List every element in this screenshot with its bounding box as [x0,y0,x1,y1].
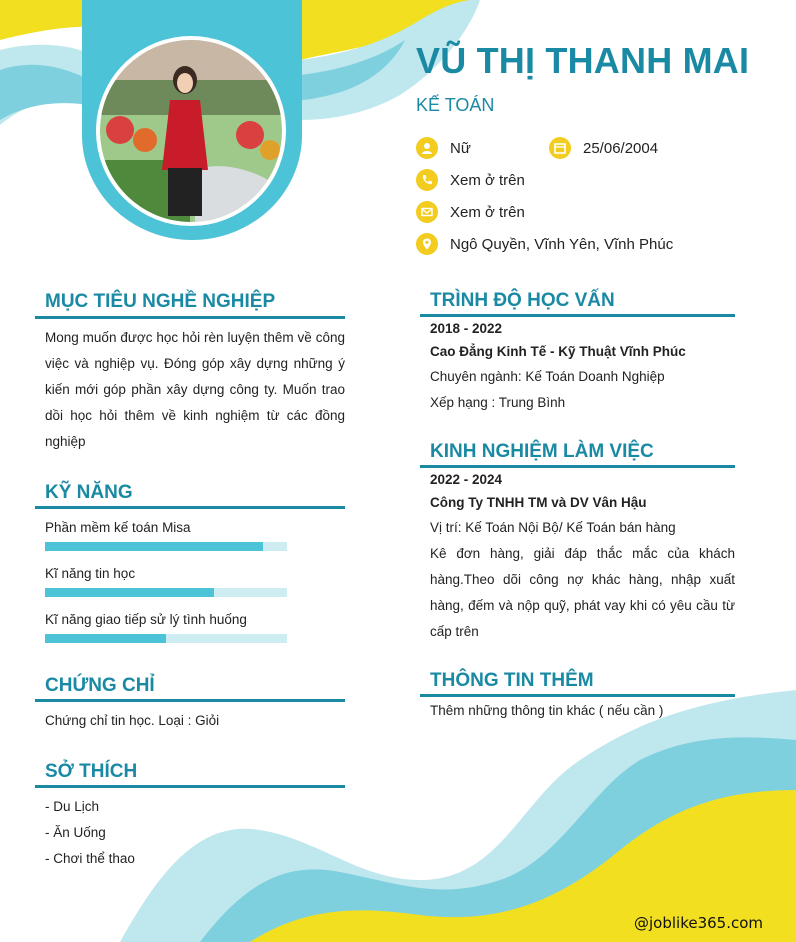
certificates-title: CHỨNG CHỈ [45,675,155,696]
extra-info-title: THÔNG TIN THÊM [430,670,594,691]
calendar-icon [549,137,571,159]
certificates-divider [35,699,345,702]
skill-label: Kĩ năng tin học [45,566,136,581]
hobby-item: - Du Lịch [45,799,100,814]
education-school: Cao Đẳng Kinh Tế - Kỹ Thuật Vĩnh Phúc [430,344,686,359]
hobbies-divider [35,785,345,788]
gender-row [416,137,471,159]
education-divider [420,314,735,317]
objective-title: MỤC TIÊU NGHỀ NGHIỆP [45,291,276,312]
certificate-item: Chứng chỉ tin học. Loại : Giỏi [45,713,220,728]
address-row [416,233,673,255]
skill-bar-fill [45,634,166,643]
experience-period: 2022 - 2024 [430,472,503,487]
extra-info-divider [420,694,735,697]
skill-bar-fill [45,542,263,551]
objective-divider [35,316,345,319]
experience-description: Kê đơn hàng, giải đáp thắc mắc của khách hàng.Theo dõi công nợ khác hàng, nhập xuất hàng, đếm và nộp quỹ, phát vay khi có yêu cầu từ cấp trên [430,546,735,639]
candidate-role: KẾ TOÁN [416,95,495,115]
education-rank: Xếp hạng : Trung Bình [430,395,566,410]
experience-position: Vị trí: Kế Toán Nội Bộ/ Kế Toán bán hàng [430,520,676,535]
email-row [416,201,525,223]
skill-bar [45,588,287,597]
objective-text: Mong muốn được học hỏi rèn luyện thêm về công việc và nghiệp vụ. Đóng góp xây dựng những ý kiến mới góp phần xây dựng công ty. Muốn trao dồi học hỏi thêm về kinh nghiệm từ các đồng nghiệp [45,330,345,449]
birthdate-value: 25/06/2004 [583,139,659,157]
skills-title: KỸ NĂNG [45,482,133,503]
address-value: Ngô Quyền, Vĩnh Yên, Vĩnh Phúc [450,235,674,253]
skill-bar [45,634,287,643]
skill-bar-fill [45,588,214,597]
education-major: Chuyên ngành: Kế Toán Doanh Nghiệp [430,369,665,384]
candidate-name: VŨ THỊ THANH MAI [416,40,750,81]
birthdate-row [549,137,658,159]
extra-info-text: Thêm những thông tin khác ( nếu cần ) [430,703,664,718]
location-pin-icon [416,233,438,255]
email-icon [416,201,438,223]
hobby-item: - Chơi thể thao [45,851,135,866]
experience-title: KINH NGHIỆM LÀM VIỆC [430,441,654,462]
gender-value: Nữ [450,139,471,157]
education-period: 2018 - 2022 [430,321,503,336]
skills-divider [35,506,345,509]
skill-label: Kĩ năng giao tiếp sử lý tình huống [45,612,247,627]
hobby-item: - Ăn Uống [45,825,106,840]
email-value: Xem ở trên [450,203,525,221]
experience-company: Công Ty TNHH TM và DV Vân Hậu [430,495,647,510]
user-icon [416,137,438,159]
phone-value: Xem ở trên [450,171,525,189]
profile-photo [96,36,286,226]
phone-icon [416,169,438,191]
experience-divider [420,465,735,468]
skill-label: Phần mềm kế toán Misa [45,520,191,535]
watermark-text: @joblike365.com [634,914,764,932]
phone-row [416,169,525,191]
education-title: TRÌNH ĐỘ HỌC VẤN [430,290,615,311]
skill-bar [45,542,287,551]
hobbies-title: SỞ THÍCH [45,761,138,782]
